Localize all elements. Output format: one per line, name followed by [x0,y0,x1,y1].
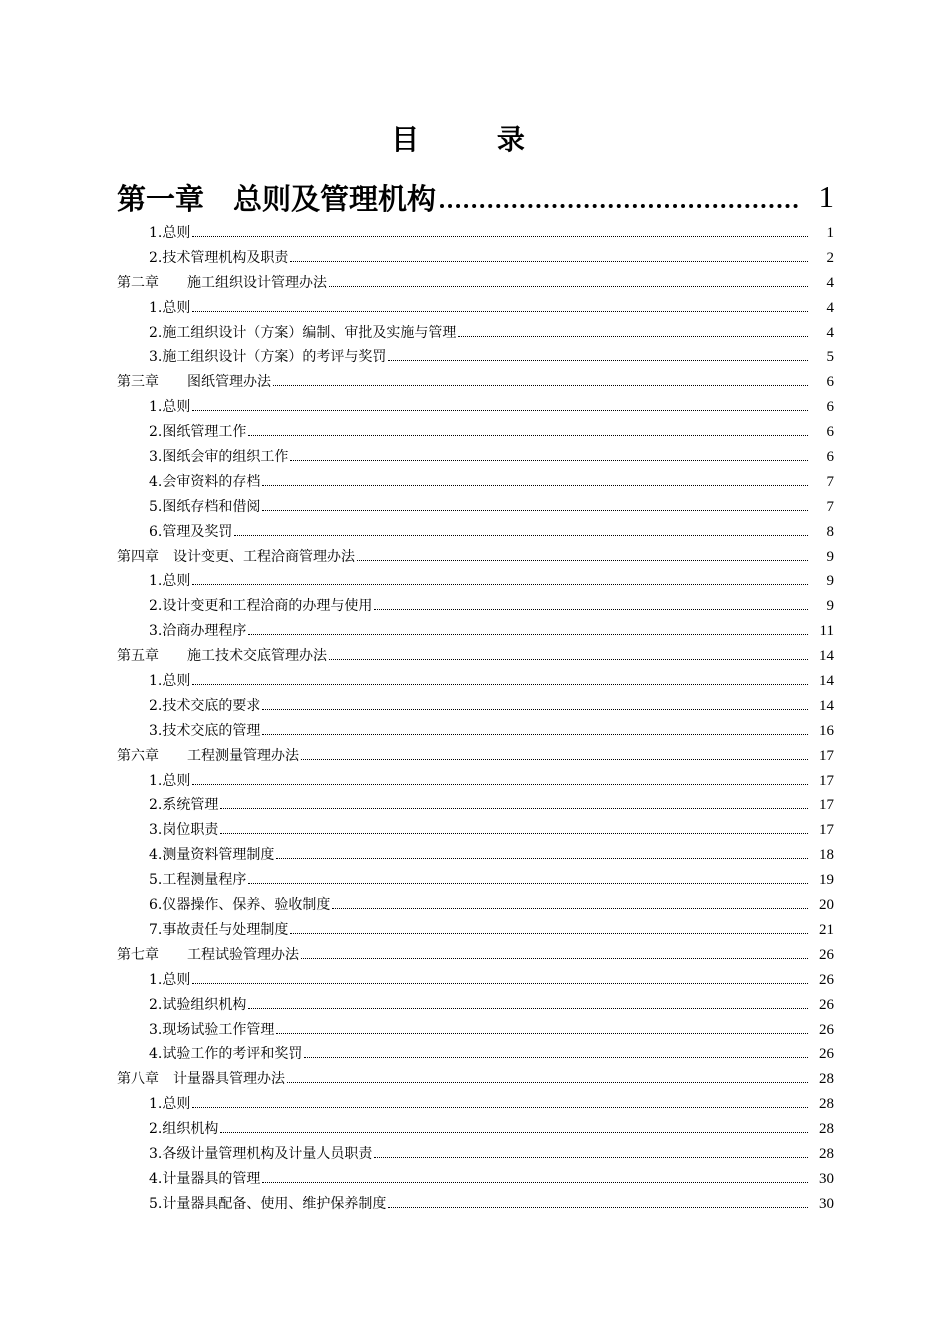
dot-leader [248,633,808,635]
toc-entry-label: 1.总则 [149,971,191,988]
dot-leader [192,310,808,312]
toc-chapter-entry[interactable] [117,944,834,969]
toc-entry-label: 第四章 设计变更、工程洽商管理办法 [117,548,355,565]
dot-leader [220,832,808,834]
toc-section-entry[interactable] [117,720,834,745]
toc-entry-label: 2.图纸管理工作 [149,424,247,441]
toc-section-entry[interactable] [117,670,834,695]
toc-entry-page-number: 18 [819,847,834,864]
toc-section-entry[interactable] [117,446,834,471]
toc-entry-label: 2.组织机构 [149,1121,219,1138]
dot-leader [262,509,808,511]
toc-section-entry[interactable] [117,620,834,645]
toc-section-entry[interactable] [117,297,834,322]
toc-entry-label: 1.总则 [149,225,191,241]
toc-entry-label: 第一章 总则及管理机构 [117,181,437,216]
toc-entry-page-number: 4 [826,299,834,316]
toc-entry-page-number: 30 [819,1170,834,1187]
dot-leader [192,409,808,411]
toc-entry-page-number: 14 [819,648,834,665]
toc-entry-page-number: 19 [819,872,834,889]
toc-entry-label: 1.总则 [149,399,191,416]
toc-entry-page-number: 4 [826,274,834,291]
toc-entry-page-number: 4 [826,324,834,341]
dot-leader [290,932,808,934]
toc-section-entry[interactable] [117,396,834,421]
toc-section-entry[interactable] [117,1093,834,1118]
toc-section-entry[interactable] [117,1118,834,1143]
toc-section-entry[interactable] [117,570,834,595]
toc-chapter-entry[interactable] [117,645,834,670]
dot-leader [301,957,808,959]
toc-entry-label: 3.技术交底的管理 [149,722,261,739]
toc-entry-page-number: 28 [819,1096,834,1113]
toc-entry-page-number: 2 [826,249,834,266]
toc-entry-label: 3.洽商办理程序 [149,623,247,640]
toc-section-entry[interactable] [117,496,834,521]
toc-entry-page-number: 14 [819,697,834,714]
dot-leader [388,1206,808,1208]
toc-entry-label: 4.测量资料管理制度 [149,847,275,864]
toc-entry-page-number: 14 [819,673,834,690]
dot-leader [262,708,808,710]
toc-entry-page-number: 1 [818,179,834,214]
toc-section-entry[interactable] [117,595,834,620]
toc-section-entry[interactable] [117,894,834,919]
toc-entry-label: 7.事故责任与处理制度 [149,921,289,938]
toc-section-entry[interactable] [117,844,834,869]
toc-entry-label: 5.图纸存档和借阅 [149,498,261,515]
dot-leader [276,857,808,859]
toc-entry-label: 第七章 工程试验管理办法 [117,946,299,963]
toc-entry-label: 5.计量器具配备、使用、维护保养制度 [149,1195,387,1212]
toc-entry-label: 1.总则 [149,573,191,590]
dot-leader [290,260,808,262]
toc-entry-label: 第八章 计量器具管理办法 [117,1071,285,1088]
toc-entry-page-number: 6 [826,424,834,441]
toc-section-entry[interactable] [117,919,834,944]
dot-leader [458,335,808,337]
toc-section-entry[interactable] [117,322,834,347]
toc-entry-label: 2.技术管理机构及职责 [149,249,289,266]
toc-section-entry[interactable] [117,994,834,1019]
dot-leader [192,783,808,785]
dot-leader [220,1131,808,1133]
toc-entry-page-number: 9 [826,598,834,615]
dot-leader [357,559,808,561]
toc-entry-label: 3.施工组织设计（方案）的考评与奖罚 [149,349,387,366]
toc-chapter-entry[interactable] [117,745,834,770]
dot-leader [329,285,808,287]
toc-section-entry[interactable] [117,869,834,894]
toc-entry-label: 4.试验工作的考评和奖罚 [149,1046,303,1063]
page-title: 目 录 [391,123,559,156]
dot-leader [374,608,808,610]
toc-entry-label: 2.系统管理 [149,797,219,814]
toc-entry-page-number: 17 [819,797,834,814]
toc-entry-label: 6.仪器操作、保养、验收制度 [149,897,331,914]
dot-leader [192,1106,808,1108]
toc-section-entry[interactable] [117,969,834,994]
toc-chapter-entry[interactable] [117,1068,834,1093]
toc-entry-page-number: 5 [826,349,834,366]
toc-entry-page-number: 26 [819,971,834,988]
toc-entry-page-number: 28 [819,1121,834,1138]
toc-entry-page-number: 7 [826,473,834,490]
toc-entry-page-number: 9 [826,548,834,565]
toc-chapter-entry[interactable] [117,371,834,396]
dot-leader [301,758,808,760]
toc-entry-label: 2.施工组织设计（方案）编制、审批及实施与管理 [149,324,457,341]
toc-entry-label: 3.现场试验工作管理 [149,1021,275,1038]
toc-entry-label: 3.图纸会审的组织工作 [149,449,289,466]
toc-entry-page-number: 17 [819,747,834,764]
toc-entry-label: 4.计量器具的管理 [149,1170,261,1187]
toc-entry-label: 3.岗位职责 [149,822,219,839]
toc-entry-page-number: 1 [826,225,834,241]
toc-section-entry[interactable] [117,1019,834,1044]
toc-entry-label: 第五章 施工技术交底管理办法 [117,648,327,665]
toc-entry-page-number: 11 [819,623,834,640]
toc-entry-label: 1.总则 [149,772,191,789]
toc-entry-page-number: 6 [826,374,834,391]
toc-entry-label: 6.管理及奖罚 [149,523,233,540]
dot-leader [192,982,808,984]
toc-entry-page-number: 26 [819,996,834,1013]
toc-entry-label: 4.会审资料的存档 [149,473,261,490]
dot-leader [304,1056,808,1058]
toc-section-entry[interactable] [117,695,834,720]
dot-leader [332,907,808,909]
toc-section-entry[interactable] [117,247,834,272]
toc-section-entry[interactable] [117,1193,834,1218]
toc-entry-page-number: 28 [819,1145,834,1162]
toc-entry-label: 第三章 图纸管理办法 [117,374,271,391]
dot-leader [440,203,798,208]
toc-entry-page-number: 21 [819,921,834,938]
toc-entry-page-number: 26 [819,946,834,963]
toc-chapter-entry[interactable] [117,546,834,571]
dot-leader [276,1032,808,1034]
dot-leader [262,484,808,486]
toc-entry-label: 1.总则 [149,299,191,316]
toc-chapter-entry[interactable] [117,172,834,222]
dot-leader [287,1081,808,1083]
toc-section-entry[interactable] [117,346,834,371]
dot-leader [234,534,808,536]
toc-section-entry[interactable] [117,471,834,496]
toc-entry-label: 第六章 工程测量管理办法 [117,747,299,764]
toc-section-entry[interactable] [117,222,834,247]
dot-leader [273,384,808,386]
toc-section-entry[interactable] [117,770,834,795]
dot-leader [192,683,808,685]
dot-leader [248,882,808,884]
dot-leader [262,1181,808,1183]
toc-section-entry[interactable] [117,521,834,546]
toc-entry-page-number: 26 [819,1021,834,1038]
dot-leader [262,733,808,735]
toc-entry-page-number: 6 [826,449,834,466]
toc-entry-page-number: 9 [826,573,834,590]
dot-leader [329,658,808,660]
toc-chapter-entry[interactable] [117,272,834,297]
dot-leader [220,807,808,809]
dot-leader [374,1156,808,1158]
toc-entry-page-number: 8 [826,523,834,540]
toc-entry-label: 第二章 施工组织设计管理办法 [117,274,327,291]
toc-entry-page-number: 28 [819,1071,834,1088]
dot-leader [192,583,808,585]
toc-entry-page-number: 17 [819,772,834,789]
toc-entry-page-number: 16 [819,722,834,739]
toc-entry-label: 2.试验组织机构 [149,996,247,1013]
dot-leader [290,459,808,461]
dot-leader [192,235,808,237]
toc-section-entry[interactable] [117,421,834,446]
toc-entry-label: 2.设计变更和工程洽商的办理与使用 [149,598,373,615]
table-of-contents [117,172,834,1218]
toc-entry-label: 5.工程测量程序 [149,872,247,889]
toc-entry-label: 3.各级计量管理机构及计量人员职责 [149,1145,373,1162]
toc-section-entry[interactable] [117,1143,834,1168]
toc-entry-page-number: 7 [826,498,834,515]
toc-entry-page-number: 20 [819,897,834,914]
toc-section-entry[interactable] [117,794,834,819]
toc-section-entry[interactable] [117,819,834,844]
toc-section-entry[interactable] [117,1168,834,1193]
toc-entry-label: 1.总则 [149,1096,191,1113]
toc-entry-page-number: 17 [819,822,834,839]
toc-entry-label: 2.技术交底的要求 [149,697,261,714]
toc-section-entry[interactable] [117,1043,834,1068]
toc-entry-label: 1.总则 [149,673,191,690]
dot-leader [388,359,808,361]
toc-entry-page-number: 30 [819,1195,834,1212]
toc-entry-page-number: 6 [826,399,834,416]
toc-entry-page-number: 26 [819,1046,834,1063]
dot-leader [248,434,808,436]
dot-leader [248,1007,808,1009]
